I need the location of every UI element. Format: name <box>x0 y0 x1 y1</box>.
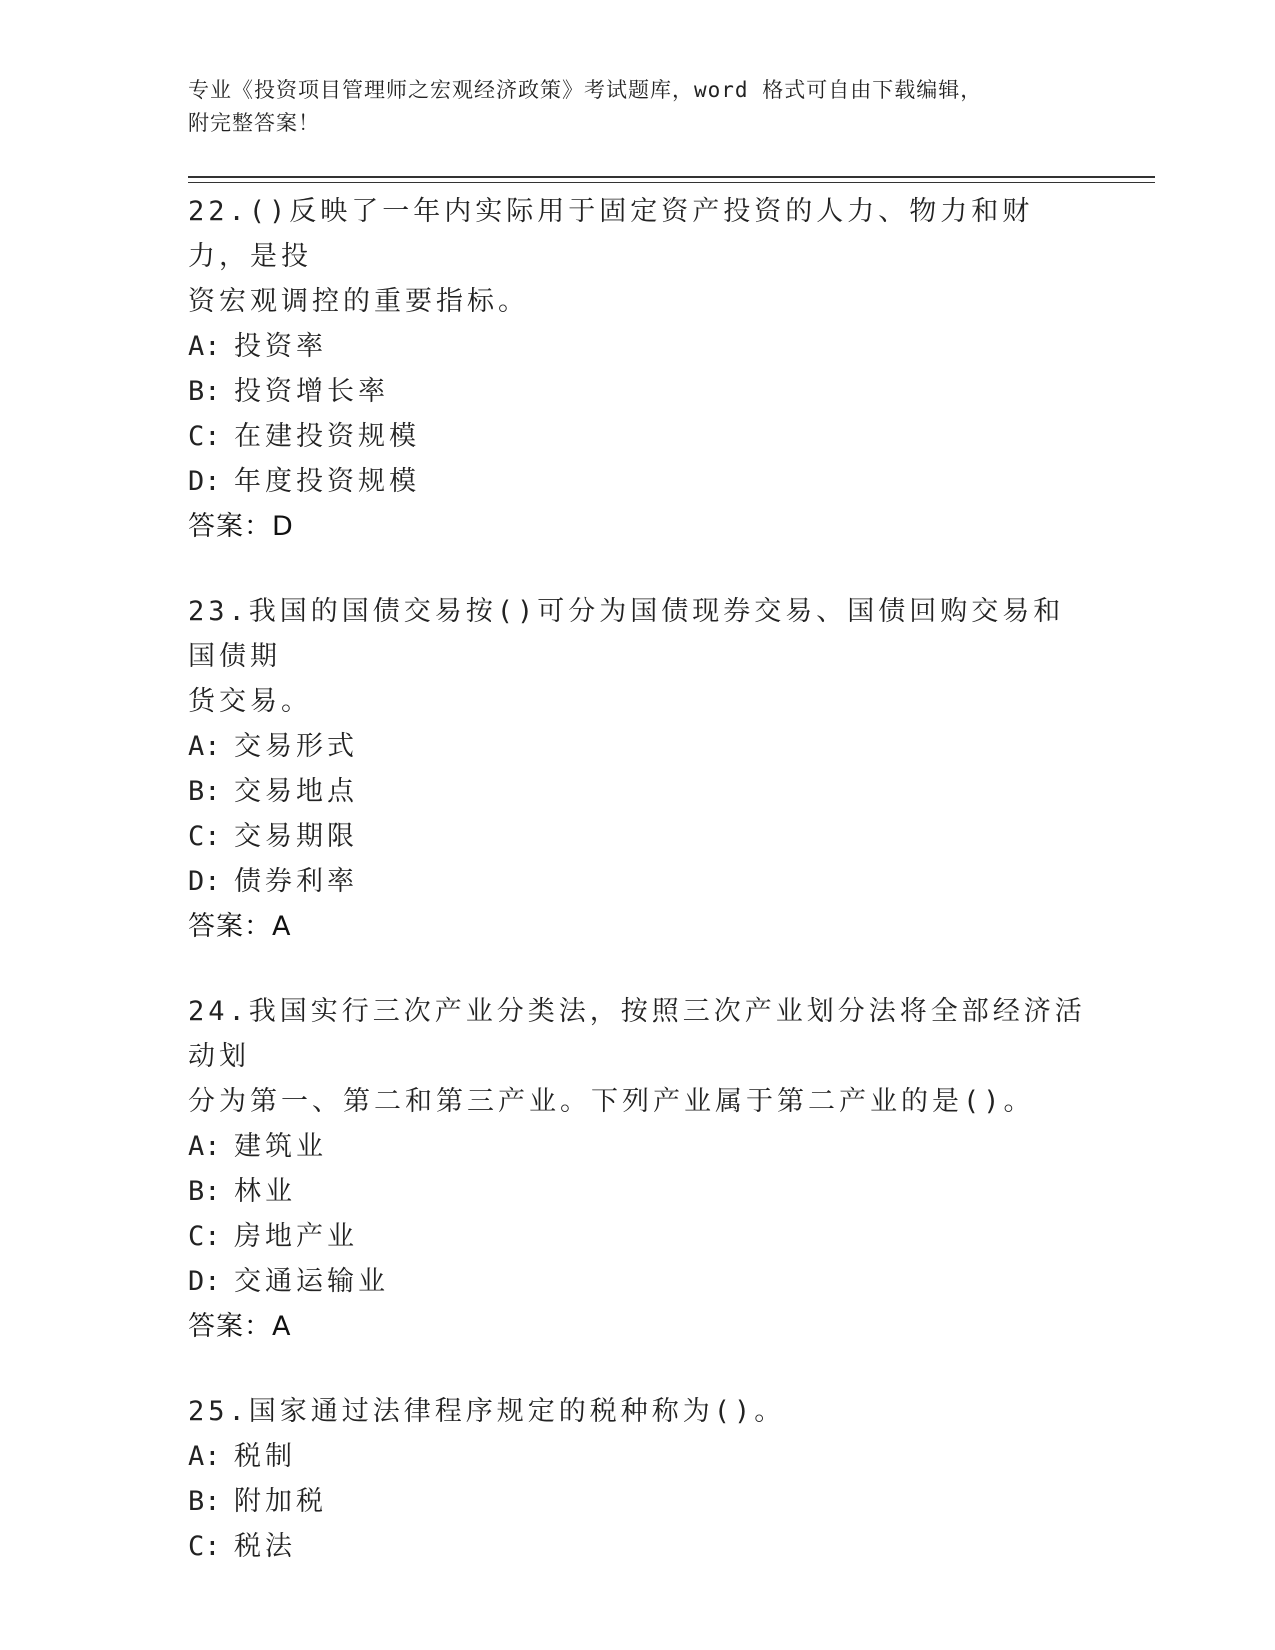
option-a <box>188 324 1088 369</box>
option-c <box>188 814 1088 859</box>
question-stem-line: 23.我国的国债交易按()可分为国债现券交易、国债回购交易和国债期 <box>188 596 1065 672</box>
option-text: 税法 <box>234 1531 296 1562</box>
option-d <box>188 1259 1088 1304</box>
option-letter: B: <box>188 1176 221 1207</box>
option-a <box>188 1434 1088 1479</box>
option-text: 房地产业 <box>234 1221 358 1252</box>
option-text: 税制 <box>234 1441 296 1472</box>
option-letter: B: <box>188 1486 221 1517</box>
option-a <box>188 724 1088 769</box>
question-22 <box>188 189 1088 549</box>
option-letter: C: <box>188 1221 221 1252</box>
header-line-1: 专业《投资项目管理师之宏观经济政策》考试题库，word 格式可自由下载编辑， <box>188 78 983 102</box>
option-text: 在建投资规模 <box>234 421 420 452</box>
question-stem-line: 分为第一、第二和第三产业。下列产业属于第二产业的是()。 <box>188 1086 1035 1117</box>
option-letter: A: <box>188 331 221 362</box>
option-d <box>188 859 1088 904</box>
option-a <box>188 1124 1088 1169</box>
question-25 <box>188 1389 1088 1569</box>
option-text: 附加税 <box>234 1486 327 1517</box>
option-text: 交易期限 <box>234 821 358 852</box>
option-letter: A: <box>188 731 221 762</box>
header-line-2: 附完整答案！ <box>188 111 320 135</box>
option-letter: D: <box>188 1266 221 1297</box>
option-text: 投资增长率 <box>234 376 389 407</box>
option-c <box>188 1524 1088 1569</box>
option-b <box>188 1169 1088 1214</box>
option-d <box>188 459 1088 504</box>
question-stem-line: 24.我国实行三次产业分类法，按照三次产业划分法将全部经济活动划 <box>188 996 1086 1072</box>
option-letter: B: <box>188 376 221 407</box>
option-text: 投资率 <box>234 331 327 362</box>
option-letter: D: <box>188 466 221 497</box>
answer-line: 答案：A <box>188 911 292 942</box>
option-text: 交易形式 <box>234 731 358 762</box>
option-text: 交通运输业 <box>234 1266 389 1297</box>
question-stem-line: 22.()反映了一年内实际用于固定资产投资的人力、物力和财力，是投 <box>188 196 1034 272</box>
document-header <box>188 74 1068 140</box>
option-c <box>188 414 1088 459</box>
header-divider-thin <box>188 182 1155 183</box>
question-list <box>188 189 1088 1609</box>
option-c <box>188 1214 1088 1259</box>
question-24 <box>188 989 1088 1349</box>
option-text: 交易地点 <box>234 776 358 807</box>
option-letter: C: <box>188 821 221 852</box>
option-b <box>188 769 1088 814</box>
option-text: 年度投资规模 <box>234 466 420 497</box>
question-23 <box>188 589 1088 949</box>
option-b <box>188 369 1088 414</box>
question-stem-line: 货交易。 <box>188 686 312 717</box>
option-letter: D: <box>188 866 221 897</box>
option-letter: B: <box>188 776 221 807</box>
question-stem-line: 资宏观调控的重要指标。 <box>188 286 529 317</box>
option-text: 建筑业 <box>234 1131 327 1162</box>
header-divider-thick <box>188 176 1155 178</box>
question-stem-line: 25.国家通过法律程序规定的税种称为()。 <box>188 1396 786 1427</box>
option-text: 林业 <box>234 1176 296 1207</box>
option-letter: A: <box>188 1131 221 1162</box>
option-b <box>188 1479 1088 1524</box>
option-text: 债券利率 <box>234 866 358 897</box>
option-letter: A: <box>188 1441 221 1472</box>
answer-line: 答案：A <box>188 1311 292 1342</box>
answer-line: 答案：D <box>188 511 294 542</box>
option-letter: C: <box>188 1531 221 1562</box>
option-letter: C: <box>188 421 221 452</box>
